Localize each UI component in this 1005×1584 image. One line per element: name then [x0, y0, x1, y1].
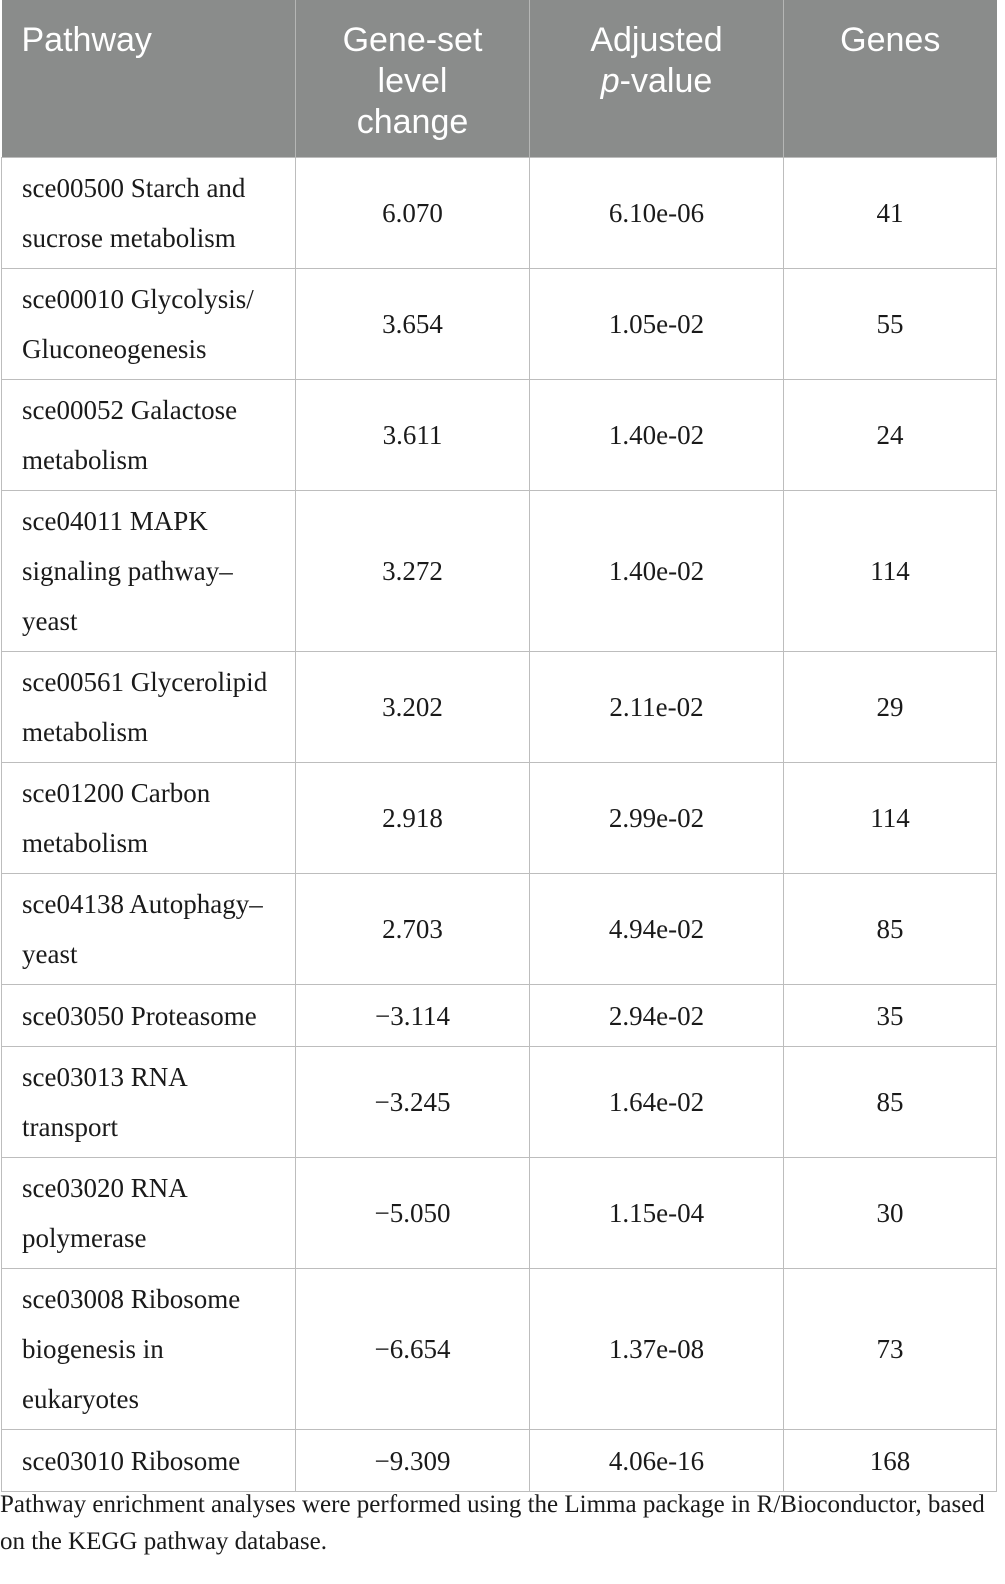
header-pathway-label: Pathway [21, 21, 152, 59]
cell-pathway: sce00052 Galactose metabolism [2, 380, 296, 491]
header-genes-label: Genes [840, 21, 941, 59]
cell-change: −5.050 [296, 1158, 530, 1269]
cell-pvalue: 6.10e-06 [530, 158, 784, 269]
cell-pvalue: 2.94e-02 [530, 985, 784, 1047]
cell-genes: 85 [784, 874, 997, 985]
header-genes [784, 0, 997, 158]
header-gene-set-change [296, 0, 530, 158]
cell-genes: 114 [784, 491, 997, 652]
table-header [2, 0, 997, 158]
table-row [2, 269, 997, 380]
cell-change: 6.070 [296, 158, 530, 269]
cell-pvalue: 4.94e-02 [530, 874, 784, 985]
cell-pathway: sce03050 Proteasome [2, 985, 296, 1047]
table-row [2, 1269, 997, 1430]
cell-change: −6.654 [296, 1269, 530, 1430]
cell-genes: 30 [784, 1158, 997, 1269]
cell-pathway: sce04011 MAPK signaling pathway–yeast [2, 491, 296, 652]
header-pvalue-line1: Adjusted [590, 21, 723, 59]
cell-change: −3.114 [296, 985, 530, 1047]
table-row [2, 763, 997, 874]
header-row [2, 0, 997, 158]
table-row [2, 985, 997, 1047]
cell-genes: 35 [784, 985, 997, 1047]
table-body [2, 158, 997, 1492]
header-change-line1: Gene-set [342, 21, 483, 59]
cell-change: 3.202 [296, 652, 530, 763]
header-change-line2: level [377, 62, 448, 100]
cell-pvalue: 1.64e-02 [530, 1047, 784, 1158]
cell-change: −9.309 [296, 1430, 530, 1492]
header-pvalue-p: p [600, 62, 620, 100]
table-row [2, 1158, 997, 1269]
cell-genes: 29 [784, 652, 997, 763]
cell-pvalue: 1.15e-04 [530, 1158, 784, 1269]
cell-change: −3.245 [296, 1047, 530, 1158]
table-footnote: Pathway enrichment analyses were performed using the Limma package in R/Bioconductor, based on the KEGG pathway database. [0, 1491, 985, 1555]
cell-pvalue: 1.40e-02 [530, 380, 784, 491]
table-row [2, 652, 997, 763]
cell-pathway: sce00010 Glycolysis/ Gluconeogenesis [2, 269, 296, 380]
cell-pvalue: 2.11e-02 [530, 652, 784, 763]
cell-pathway: sce04138 Autophagy–yeast [2, 874, 296, 985]
pathway-enrichment-table [1, 0, 997, 1492]
cell-pathway: sce03013 RNA transport [2, 1047, 296, 1158]
cell-change: 3.272 [296, 491, 530, 652]
cell-change: 2.703 [296, 874, 530, 985]
cell-genes: 55 [784, 269, 997, 380]
cell-genes: 73 [784, 1269, 997, 1430]
table-row [2, 874, 997, 985]
cell-genes: 41 [784, 158, 997, 269]
header-pvalue-rest: -value [619, 62, 713, 100]
cell-change: 2.918 [296, 763, 530, 874]
cell-pathway: sce01200 Carbon metabolism [2, 763, 296, 874]
cell-pathway: sce00561 Glycerolipid metabolism [2, 652, 296, 763]
cell-pathway: sce03020 RNA polymerase [2, 1158, 296, 1269]
cell-pvalue: 1.05e-02 [530, 269, 784, 380]
cell-pvalue: 1.40e-02 [530, 491, 784, 652]
cell-genes: 85 [784, 1047, 997, 1158]
cell-genes: 168 [784, 1430, 997, 1492]
header-change-line3: change [356, 103, 469, 141]
cell-pathway: sce00500 Starch and sucrose metabolism [2, 158, 296, 269]
cell-genes: 114 [784, 763, 997, 874]
cell-genes: 24 [784, 380, 997, 491]
cell-pvalue: 2.99e-02 [530, 763, 784, 874]
cell-change: 3.654 [296, 269, 530, 380]
header-pathway [2, 0, 296, 158]
cell-pvalue: 4.06e-16 [530, 1430, 784, 1492]
cell-change: 3.611 [296, 380, 530, 491]
cell-pathway: sce03010 Ribosome [2, 1430, 296, 1492]
table-row [2, 1430, 997, 1492]
table-row [2, 158, 997, 269]
cell-pvalue: 1.37e-08 [530, 1269, 784, 1430]
header-adjusted-pvalue [530, 0, 784, 158]
table-row [2, 380, 997, 491]
table-row [2, 1047, 997, 1158]
table-row [2, 491, 997, 652]
cell-pathway: sce03008 Ribosome biogenesis in eukaryotes [2, 1269, 296, 1430]
